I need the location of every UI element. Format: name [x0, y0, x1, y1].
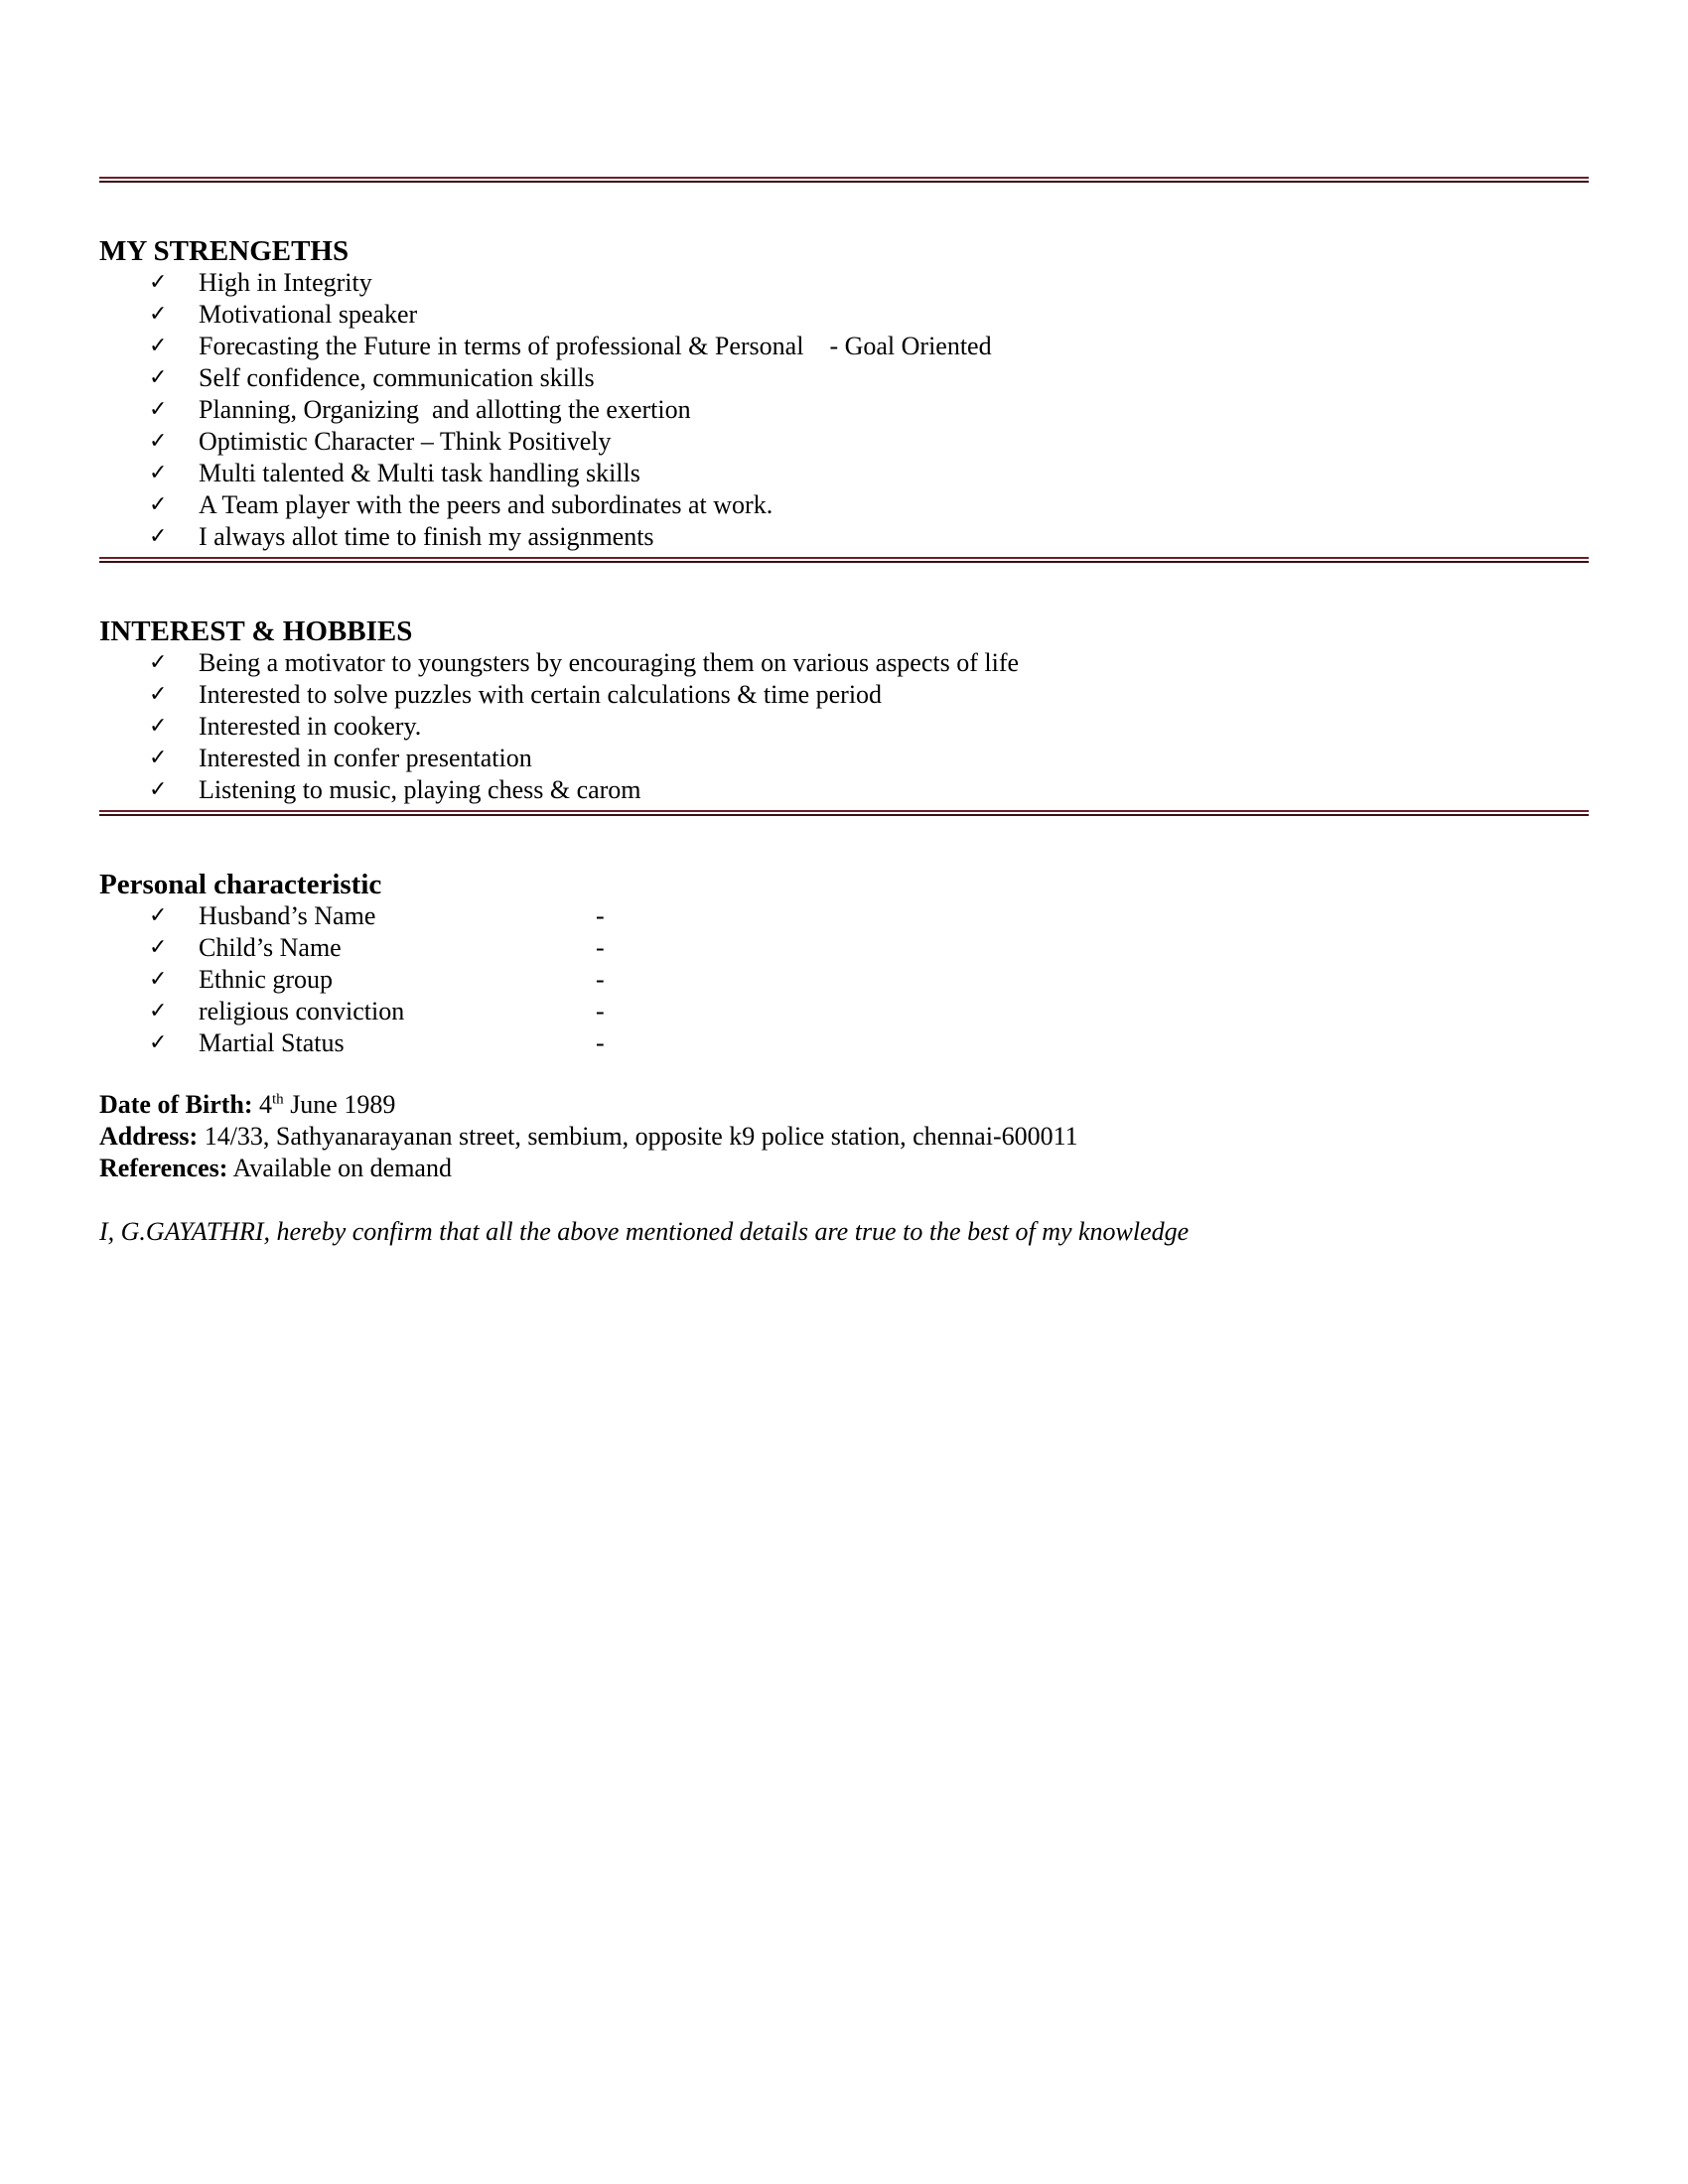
date-of-birth-value: June 1989	[290, 1090, 396, 1119]
address-value: 14/33, Sathyanarayanan street, sembium, opposite k9 police station, chennai-600011	[204, 1122, 1078, 1151]
references-label: References:	[99, 1154, 228, 1182]
interests-heading: INTEREST & HOBBIES	[99, 615, 413, 647]
checkmark-icon: ✓	[149, 746, 168, 770]
list-item: ✓ Listening to music, playing chess & carom	[149, 775, 641, 804]
section-divider	[99, 810, 1589, 817]
declaration-statement: I, G.GAYATHRI, hereby confirm that all the above mentioned details are true to the best of my knowledge	[99, 1217, 1190, 1246]
personal-value: -	[596, 933, 605, 962]
personal-list	[99, 900, 1589, 1059]
personal-value: -	[596, 901, 605, 930]
list-item: ✓ High in Integrity	[149, 268, 372, 297]
checkmark-icon: ✓	[149, 777, 168, 802]
list-item: ✓ Interested in cookery.	[149, 712, 422, 741]
resume-page	[99, 177, 1589, 1248]
personal-label: Child’s Name	[199, 933, 342, 962]
date-of-birth-label: Date of Birth:	[99, 1090, 253, 1119]
list-item: ✓ Planning, Organizing and allotting the exertion	[149, 395, 691, 424]
list-item: ✓ Interested in confer presentation	[149, 744, 532, 772]
list-item	[99, 996, 1589, 1027]
strengths-list	[99, 267, 1589, 553]
section-divider	[99, 557, 1589, 564]
personal-value: -	[596, 997, 605, 1025]
address-line	[99, 1121, 1589, 1153]
list-item: ✓ Self confidence, communication skills	[149, 363, 595, 392]
list-item: ✓ Interested to solve puzzles with certain calculations & time period	[149, 680, 883, 709]
list-item: ✓ Optimistic Character – Think Positively	[149, 427, 612, 456]
date-of-birth-suffix: th	[272, 1091, 284, 1108]
checkmark-icon: ✓	[149, 270, 168, 295]
personal-value: -	[596, 965, 605, 994]
personal-info	[99, 1089, 1589, 1184]
references-value: Available on demand	[232, 1154, 452, 1182]
checkmark-icon: ✓	[149, 524, 168, 549]
address-label: Address:	[99, 1122, 199, 1151]
checkmark-icon: ✓	[149, 461, 168, 485]
checkmark-icon: ✓	[149, 334, 168, 358]
list-item: ✓ I always allot time to finish my assignments	[149, 522, 654, 551]
checkmark-icon: ✓	[149, 429, 168, 454]
checkmark-icon: ✓	[149, 1030, 168, 1055]
checkmark-icon: ✓	[149, 365, 168, 390]
list-item	[99, 1027, 1589, 1059]
personal-label: Martial Status	[199, 1028, 345, 1057]
date-of-birth-line	[99, 1089, 1589, 1121]
personal-heading: Personal characteristic	[99, 869, 382, 900]
checkmark-icon: ✓	[149, 714, 168, 739]
list-item	[99, 932, 1589, 964]
interests-list	[99, 647, 1589, 806]
date-of-birth-day: 4	[259, 1090, 273, 1119]
list-item: ✓ Being a motivator to youngsters by encouraging them on various aspects of life	[149, 648, 1020, 677]
list-item: ✓ Multi talented & Multi task handling skills	[149, 459, 640, 487]
checkmark-icon: ✓	[149, 999, 168, 1024]
personal-value: -	[596, 1028, 605, 1057]
checkmark-icon: ✓	[149, 302, 168, 327]
personal-label: religious conviction	[199, 997, 405, 1025]
personal-label: Ethnic group	[199, 965, 334, 994]
strengths-heading: MY STRENGETHS	[99, 235, 350, 267]
personal-label: Husband’s Name	[199, 901, 376, 930]
section-divider	[99, 177, 1589, 184]
checkmark-icon: ✓	[149, 935, 168, 960]
references-line	[99, 1153, 1589, 1184]
list-item	[99, 964, 1589, 996]
list-item: ✓ Forecasting the Future in terms of professional & Personal - Goal Oriented	[149, 332, 992, 360]
list-item	[99, 900, 1589, 932]
list-item: ✓ A Team player with the peers and subordinates at work.	[149, 490, 774, 519]
checkmark-icon: ✓	[149, 492, 168, 517]
list-item: ✓ Motivational speaker	[149, 300, 418, 329]
checkmark-icon: ✓	[149, 967, 168, 992]
checkmark-icon: ✓	[149, 682, 168, 707]
checkmark-icon: ✓	[149, 397, 168, 422]
checkmark-icon: ✓	[149, 903, 168, 928]
checkmark-icon: ✓	[149, 650, 168, 675]
